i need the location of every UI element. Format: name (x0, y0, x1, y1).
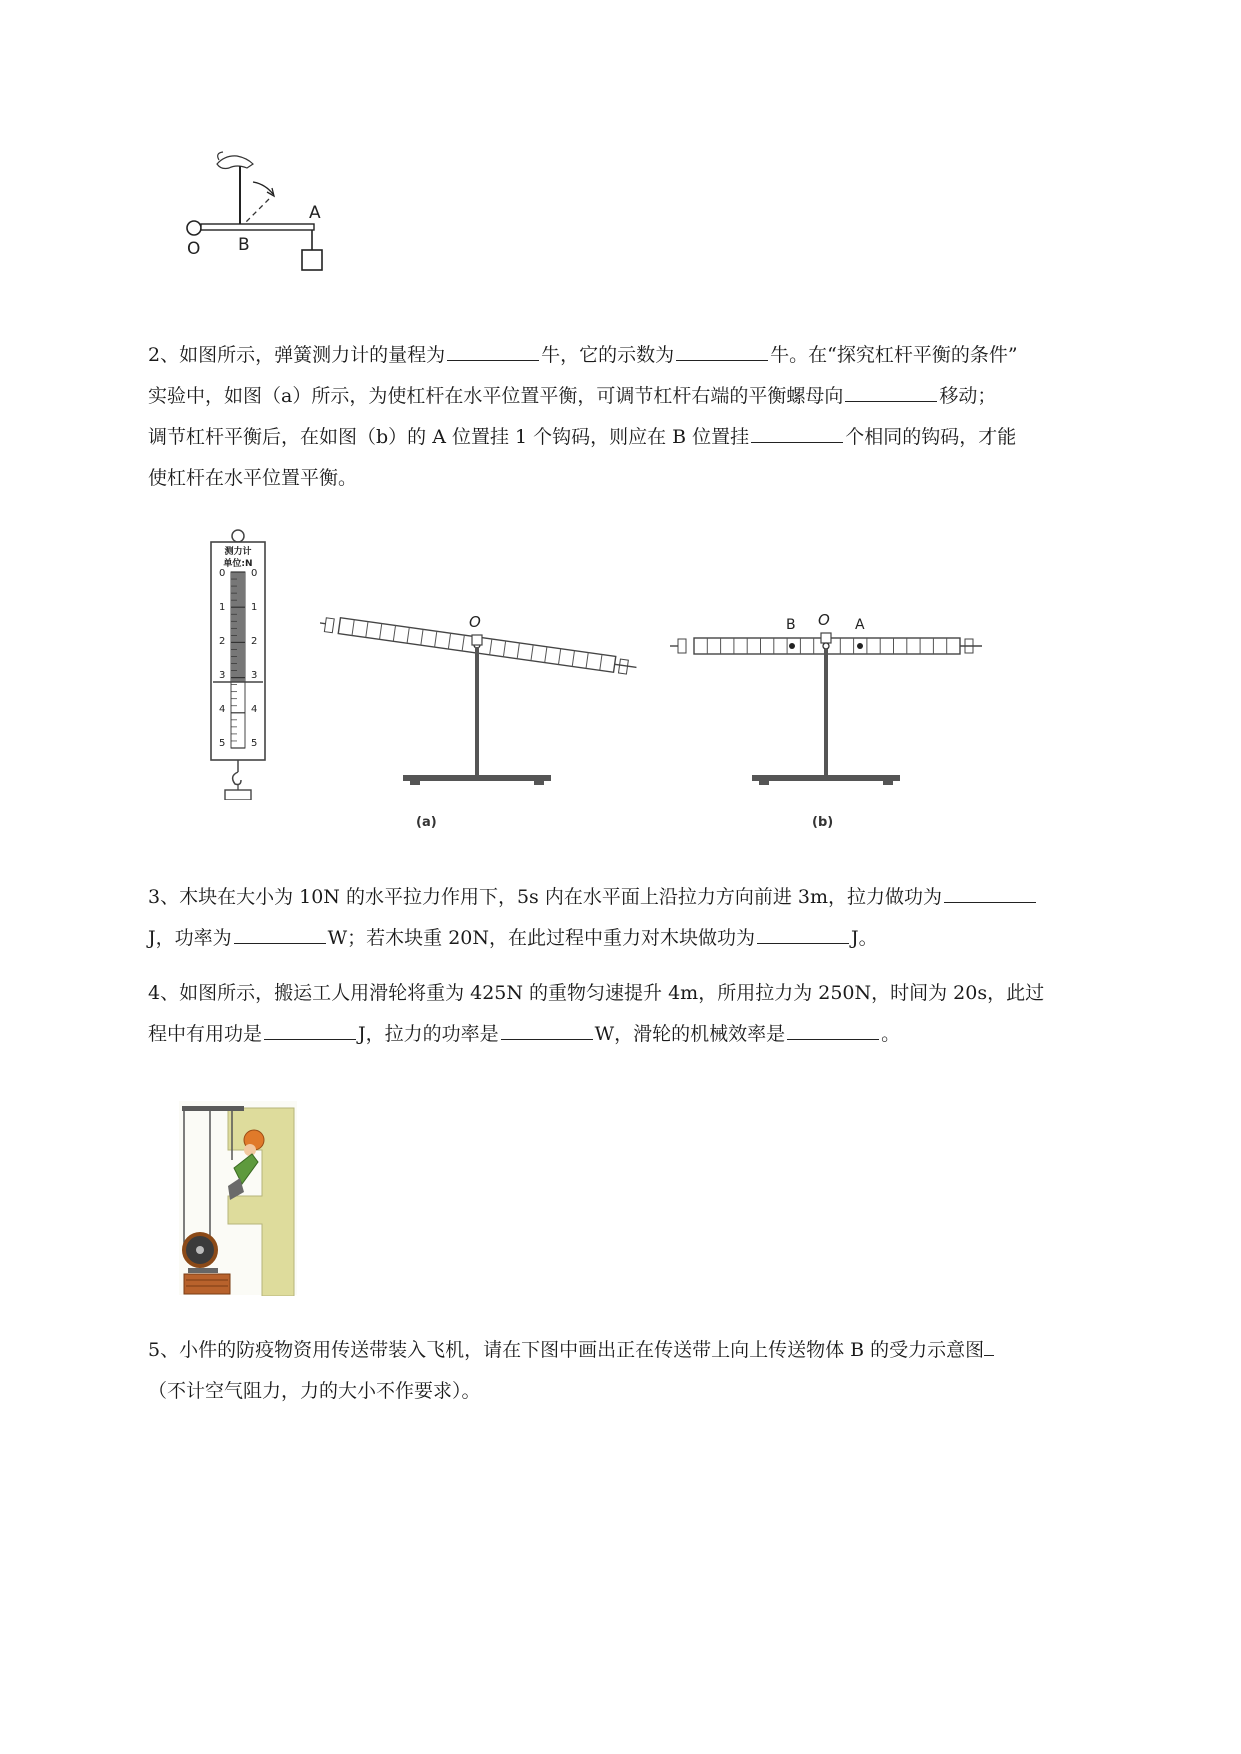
svg-text:4: 4 (251, 704, 258, 715)
q2-line-1: 2、如图所示，弹簧测力计的量程为 牛，它的示数为 牛。在“探究杠杆平衡的条件” (148, 344, 1018, 366)
answer-blank[interactable] (984, 1354, 994, 1356)
svg-text:4: 4 (219, 704, 226, 715)
q4-line-2: 程中有用功是 J，拉力的功率是 W，滑轮的机械效率是 。 (148, 1023, 901, 1045)
lever-figure-b (670, 595, 990, 830)
answer-blank[interactable] (234, 942, 326, 944)
hand-icon (217, 152, 253, 169)
rotation-arrow (253, 182, 273, 194)
q2-line-4: 使杠杆在水平位置平衡。 (148, 467, 358, 489)
label-b: B (238, 235, 250, 255)
q3-line-2: J，功率为 W；若木块重 20N，在此过程中重力对木块做功为 J。 (148, 927, 878, 949)
spring-scale-figure (205, 528, 285, 800)
pivot-label-a: O (469, 613, 481, 631)
q2-line-3: 调节杠杆平衡后，在如图（b）的 A 位置挂 1 个钩码，则应在 B 位置挂 个相同的钩码，才能 (148, 426, 1017, 448)
svg-text:0: 0 (219, 568, 226, 579)
caption-b: (b) (812, 815, 834, 830)
answer-blank[interactable] (447, 359, 539, 361)
question-5 (148, 1330, 1148, 1412)
svg-text:3: 3 (251, 670, 258, 681)
q4-line-1: 4、如图所示，搬运工人用滑轮将重为 425N 的重物匀速提升 4m，所用拉力为 250N，时间为 20s，此过 (148, 982, 1045, 1004)
answer-blank[interactable] (501, 1038, 593, 1040)
pulley-worker-figure (178, 1100, 298, 1296)
scale-unit: 单位:N (223, 559, 253, 569)
svg-text:1: 1 (251, 602, 258, 613)
answer-blank[interactable] (757, 942, 849, 944)
question-4 (148, 973, 1148, 1055)
cargo-box (184, 1274, 230, 1294)
question-3 (148, 877, 1148, 959)
answer-blank[interactable] (676, 359, 768, 361)
svg-text:2: 2 (219, 636, 226, 647)
svg-text:5: 5 (251, 738, 258, 749)
label-a: A (309, 203, 321, 223)
q5-line-2: （不计空气阻力，力的大小不作要求）。 (148, 1380, 481, 1402)
svg-text:1: 1 (219, 602, 226, 613)
answer-blank[interactable] (787, 1038, 879, 1040)
q2-line-2: 实验中，如图（a）所示，为使杠杆在水平位置平衡，可调节杠杆右端的平衡螺母向 移动； (148, 385, 997, 407)
answer-blank[interactable] (845, 400, 937, 402)
scale-title: 测力计 (224, 547, 252, 557)
lever-hand-figure (175, 150, 345, 300)
answer-blank[interactable] (264, 1038, 356, 1040)
answer-blank[interactable] (751, 441, 843, 443)
svg-text:2: 2 (251, 636, 258, 647)
svg-text:0: 0 (251, 568, 258, 579)
question-2 (148, 335, 1148, 499)
caption-a: (a) (416, 815, 437, 830)
point-b-label: B (786, 617, 796, 633)
svg-text:5: 5 (219, 738, 226, 749)
q3-line-1: 3、木块在大小为 10N 的水平拉力作用下，5s 内在水平面上沿拉力方向前进 3m，拉力做功为 (148, 877, 1148, 918)
label-o: O (187, 239, 201, 259)
q5-line-1: 5、小件的防疫物资用传送带装入飞机，请在下图中画出正在传送带上向上传送物体 B 的受力示意图 (148, 1330, 1148, 1371)
pivot-label-b: O (818, 611, 830, 629)
point-a-label: A (855, 617, 865, 633)
svg-text:3: 3 (219, 670, 226, 681)
lever-figure-a (320, 595, 640, 830)
answer-blank[interactable] (944, 901, 1036, 903)
